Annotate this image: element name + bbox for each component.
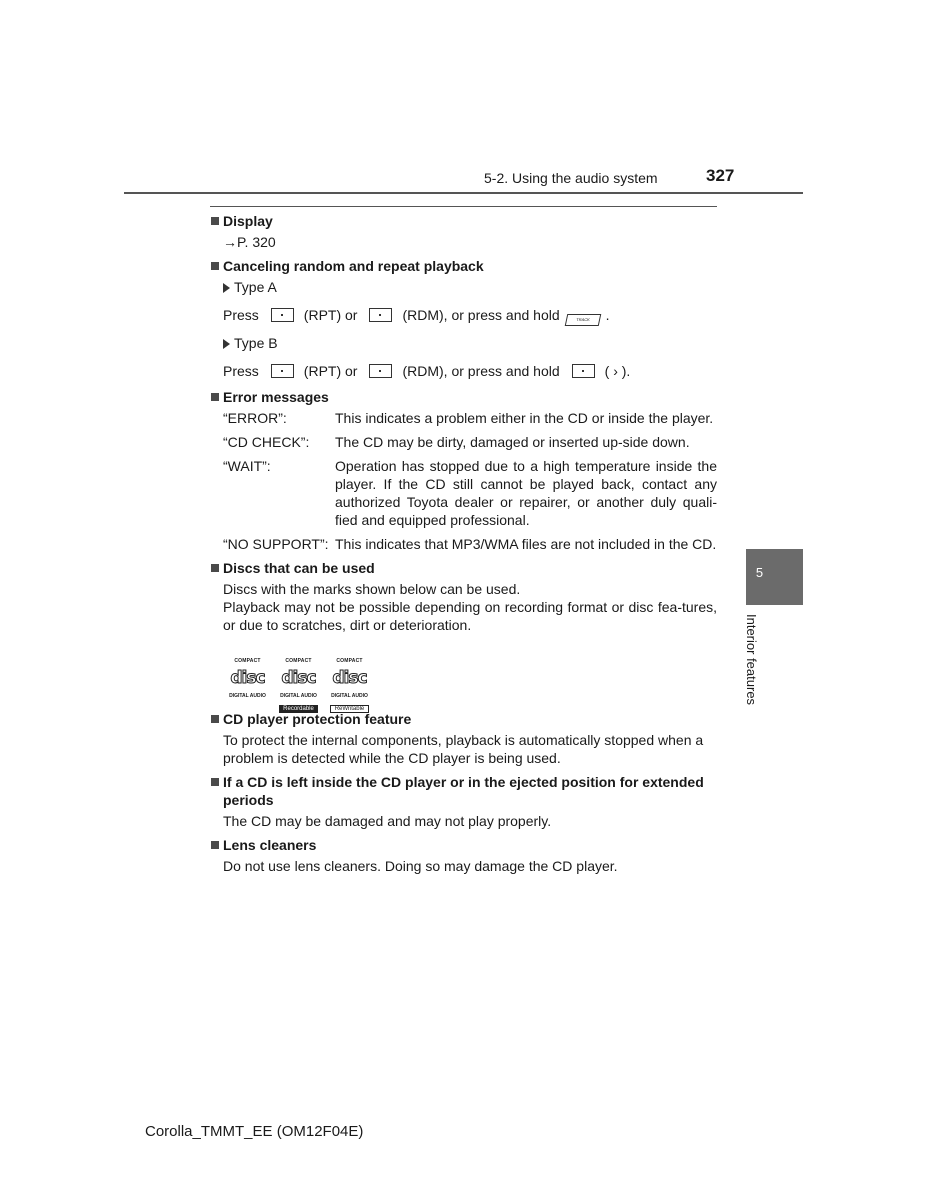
error-description: The CD may be dirty, damaged or inserted up-side down. xyxy=(335,434,690,450)
header-rule xyxy=(124,192,803,194)
error-list xyxy=(210,409,717,553)
error-item xyxy=(210,409,717,427)
error-item xyxy=(210,535,717,553)
chapter-tab-label: Interior features xyxy=(744,614,759,706)
discs-heading: Discs that can be used xyxy=(210,559,717,577)
tune-button-icon xyxy=(572,364,595,378)
square-bullet-icon xyxy=(211,715,219,723)
rpt-button-icon xyxy=(271,364,294,378)
discs-text-1: Discs with the marks shown below can be used. xyxy=(223,581,521,597)
discs-text-2: Playback may not be possible depending on recording format or disc fea-tures, or due to scratches, dirt or deterioration. xyxy=(223,599,717,633)
display-reference: →P. 320 xyxy=(223,234,276,250)
running-header-section: 5-2. Using the audio system xyxy=(484,170,658,186)
rdm-button-icon xyxy=(369,364,392,378)
square-bullet-icon xyxy=(211,564,219,572)
protection-text: To protect the internal components, playback is automatically stopped when a problem is detected while the CD player is being used. xyxy=(223,732,704,766)
error-description: Operation has stopped due to a high temperature inside the player. If the CD still cannot be played back, contact any authorized Toyota dealer or repairer, or another duly quali-fied and equipped professional. xyxy=(335,458,717,528)
rdm-button-icon xyxy=(369,308,392,322)
page-number: 327 xyxy=(706,166,735,185)
error-description: This indicates that MP3/WMA files are not included in the CD. xyxy=(335,536,717,552)
type-a-instruction: Press (RPT) or (RDM), or press and hold TRACK . xyxy=(210,306,717,326)
footer-document-id: Corolla_TMMT_EE (OM12F04E) xyxy=(145,1123,364,1140)
type-b-label: Type B xyxy=(210,334,717,352)
left-inside-text: The CD may be damaged and may not play properly. xyxy=(223,813,552,829)
error-code: “CD CHECK”: xyxy=(223,434,310,450)
square-bullet-icon xyxy=(211,217,219,225)
lens-text: Do not use lens cleaners. Doing so may damage the CD player. xyxy=(223,858,618,874)
errors-heading: Error messages xyxy=(210,388,717,406)
error-code: “ERROR”: xyxy=(223,410,287,426)
display-heading: Display xyxy=(210,212,717,230)
left-inside-heading: If a CD is left inside the CD player or in the ejected position for extended periods xyxy=(210,773,717,809)
error-code: “WAIT”: xyxy=(223,458,271,474)
protection-heading: CD player protection feature xyxy=(210,710,717,728)
error-item xyxy=(210,457,717,529)
compact-disc-logo: COMPACT disc DIGITAL AUDIO xyxy=(229,658,266,699)
compact-disc-rewritable-logo: COMPACT disc DIGITAL AUDIO ReWritable xyxy=(331,658,368,712)
triangle-bullet-icon xyxy=(223,339,230,349)
content-top-rule xyxy=(210,206,717,207)
seek-button-icon: TRACK xyxy=(564,314,601,326)
error-description: This indicates a problem either in the CD or inside the player. xyxy=(335,410,714,426)
lens-heading: Lens cleaners xyxy=(210,836,717,854)
rpt-button-icon xyxy=(271,308,294,322)
square-bullet-icon xyxy=(211,841,219,849)
compact-disc-recordable-logo: COMPACT disc DIGITAL AUDIO Recordable xyxy=(280,658,317,712)
main-content xyxy=(210,212,717,875)
cancel-heading: Canceling random and repeat playback xyxy=(210,257,717,275)
triangle-bullet-icon xyxy=(223,283,230,293)
square-bullet-icon xyxy=(211,393,219,401)
disc-logos xyxy=(210,652,717,712)
type-a-label: Type A xyxy=(210,278,717,296)
square-bullet-icon xyxy=(211,262,219,270)
error-item xyxy=(210,433,717,451)
square-bullet-icon xyxy=(211,778,219,786)
type-b-instruction: Press (RPT) or (RDM), or press and hold ( › ). xyxy=(223,363,631,379)
chapter-tab-number: 5 xyxy=(755,565,764,580)
error-code: “NO SUPPORT”: xyxy=(223,536,329,552)
